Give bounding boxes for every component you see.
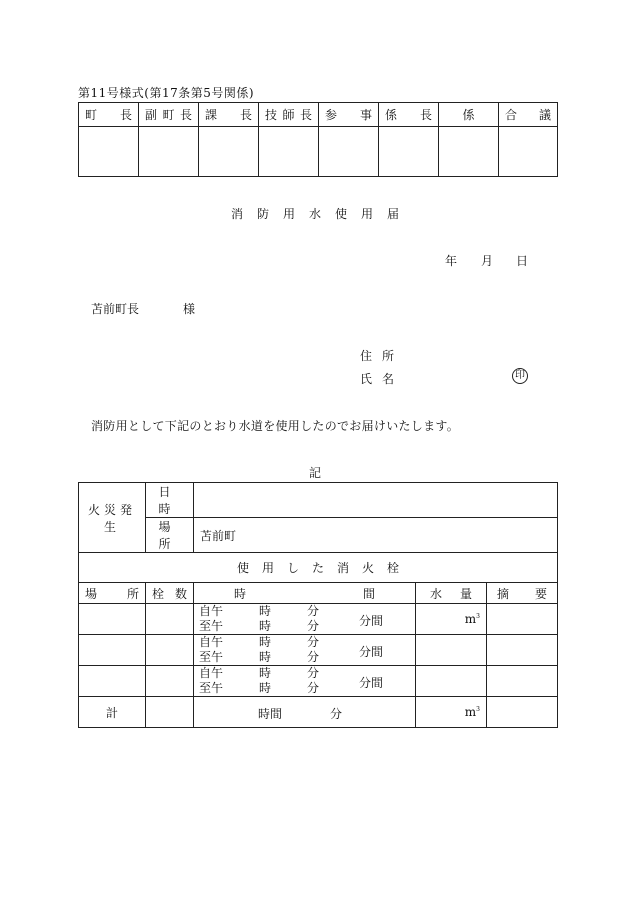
place-input[interactable] — [79, 666, 146, 697]
time-hour-label: 時 — [259, 619, 272, 633]
stamp-box[interactable] — [439, 127, 499, 177]
duration-label: 分間 — [359, 645, 384, 659]
col-place-char: 場 — [85, 586, 98, 601]
approval-header-0 — [79, 103, 139, 127]
time-from-label: 自午 — [199, 666, 224, 680]
col-time — [194, 583, 416, 604]
col-water — [416, 583, 487, 604]
approval-header-char: 町 — [162, 108, 175, 122]
time-to-label: 至午 — [199, 619, 224, 633]
approval-header-char: 町 — [85, 108, 98, 122]
address-label: 住所 — [360, 349, 405, 363]
time-minute-label: 分 — [307, 681, 320, 695]
approval-header-3 — [259, 103, 319, 127]
date-month: 月 — [481, 254, 494, 268]
approval-header-char: 事 — [359, 108, 372, 122]
col-note-char: 摘 — [497, 586, 510, 601]
water-input[interactable] — [416, 604, 487, 635]
count-input[interactable] — [146, 635, 194, 666]
col-place-char: 所 — [126, 586, 139, 601]
approval-header-char: 課 — [205, 108, 218, 122]
count-input[interactable] — [146, 604, 194, 635]
note-input[interactable] — [487, 604, 558, 635]
time-hour-label: 時 — [259, 681, 272, 695]
col-count — [146, 583, 194, 604]
name-label: 氏名 — [360, 372, 405, 386]
approval-header-char: 係 — [385, 108, 398, 122]
note-input[interactable] — [487, 666, 558, 697]
approval-header-char: 長 — [179, 108, 192, 122]
col-count-char: 数 — [174, 586, 187, 601]
approval-header-text — [259, 106, 318, 123]
approval-header-6 — [439, 103, 499, 127]
col-water-char: 水 — [430, 586, 443, 601]
approval-header-text — [379, 106, 438, 123]
approval-stamp-table — [78, 102, 558, 177]
fire-datetime-input[interactable] — [194, 483, 558, 518]
col-count-char: 栓 — [152, 586, 165, 601]
unit-base: m — [464, 705, 477, 719]
total-water-input[interactable] — [416, 697, 487, 728]
col-time-char: 時 — [234, 586, 247, 601]
stamp-box[interactable] — [379, 127, 439, 177]
approval-header-text — [319, 106, 378, 123]
table-row — [79, 604, 558, 635]
approval-header-char: 長 — [419, 108, 432, 122]
time-hour-label: 時 — [259, 604, 272, 618]
fire-label-cell — [79, 483, 146, 553]
col-water-char: 量 — [459, 586, 472, 601]
datetime-label-text: 日時 — [158, 485, 181, 516]
total-count-input[interactable] — [146, 697, 194, 728]
col-note — [487, 583, 558, 604]
stamp-box[interactable] — [199, 127, 259, 177]
approval-header-char: 合 — [505, 108, 518, 122]
place-label-text: 場所 — [158, 520, 181, 551]
time-minute-label: 分 — [307, 650, 320, 664]
total-hours-label: 時間 — [258, 707, 283, 721]
approval-header-char: 師 — [282, 108, 295, 122]
table-row — [79, 635, 558, 666]
unit-superscript: 3 — [476, 706, 480, 713]
datetime-label-cell — [146, 483, 194, 518]
total-note-input[interactable] — [487, 697, 558, 728]
time-minute-label: 分 — [307, 635, 320, 649]
total-time-cell[interactable] — [194, 697, 416, 728]
stamp-box[interactable] — [259, 127, 319, 177]
hydrant-header — [79, 553, 558, 583]
hydrant-header-text: 使用した消火栓 — [237, 561, 413, 575]
approval-header-7 — [499, 103, 558, 127]
approval-header-char: 技 — [265, 108, 278, 122]
time-input[interactable] — [194, 604, 416, 635]
time-minute-label: 分 — [307, 604, 320, 618]
time-minute-label: 分 — [307, 619, 320, 633]
approval-header-char: 副 — [145, 108, 158, 122]
date-day: 日 — [516, 254, 529, 268]
fire-label-text: 火災発生 — [87, 502, 136, 534]
approval-header-text — [199, 106, 258, 123]
col-place — [79, 583, 146, 604]
water-input[interactable] — [416, 635, 487, 666]
honorific: 様 — [183, 302, 196, 316]
statement: 消防用として下記のとおり水道を使用したのでお届けいたします。 — [91, 419, 460, 433]
document-title: 消防用水使用届 — [230, 207, 413, 221]
col-note-char: 要 — [535, 586, 548, 601]
approval-header-2 — [199, 103, 259, 127]
addressee: 苫前町長 — [91, 302, 140, 316]
approval-header-1 — [139, 103, 199, 127]
date-year: 年 — [445, 254, 458, 268]
stamp-box[interactable] — [79, 127, 139, 177]
stamp-box[interactable] — [139, 127, 199, 177]
approval-header-text — [79, 106, 138, 123]
seal-mark: 印 — [512, 368, 528, 384]
stamp-box[interactable] — [319, 127, 379, 177]
approval-header-char: 長 — [119, 108, 132, 122]
duration-label: 分間 — [359, 676, 384, 690]
approval-header-char: 長 — [239, 108, 252, 122]
time-hour-label: 時 — [259, 635, 272, 649]
total-minutes-label: 分 — [330, 707, 343, 721]
approval-header-text — [439, 106, 498, 123]
time-hour-label: 時 — [259, 650, 272, 664]
approval-header-char: 長 — [299, 108, 312, 122]
approval-header-5 — [379, 103, 439, 127]
water-input[interactable] — [416, 666, 487, 697]
time-hour-label: 時 — [259, 666, 272, 680]
unit-base: m — [464, 612, 477, 626]
unit-superscript: 3 — [476, 613, 480, 620]
place-input[interactable] — [79, 604, 146, 635]
duration-label: 分間 — [359, 614, 384, 628]
form-number: 第11号様式(第17条第5号関係) — [78, 86, 255, 100]
approval-header-text — [139, 106, 198, 123]
fire-place-input[interactable]: 苫前町 — [194, 518, 558, 553]
approval-header-char: 係 — [462, 108, 475, 122]
approval-header-char: 参 — [325, 108, 338, 122]
hydrant-usage-table — [78, 482, 558, 728]
time-from-label: 自午 — [199, 635, 224, 649]
total-label: 計 — [79, 697, 146, 728]
count-input[interactable] — [146, 666, 194, 697]
time-input[interactable] — [194, 635, 416, 666]
col-time-char: 間 — [362, 586, 375, 601]
place-input[interactable] — [79, 635, 146, 666]
approval-header-char: 議 — [538, 108, 551, 122]
time-from-label: 自午 — [199, 604, 224, 618]
time-to-label: 至午 — [199, 650, 224, 664]
ki-label: 記 — [308, 466, 321, 480]
stamp-box[interactable] — [499, 127, 558, 177]
table-row — [79, 666, 558, 697]
place-label-cell — [146, 518, 194, 553]
time-to-label: 至午 — [199, 681, 224, 695]
approval-header-text — [499, 106, 557, 123]
time-input[interactable] — [194, 666, 416, 697]
approval-header-4 — [319, 103, 379, 127]
time-minute-label: 分 — [307, 666, 320, 680]
note-input[interactable] — [487, 635, 558, 666]
